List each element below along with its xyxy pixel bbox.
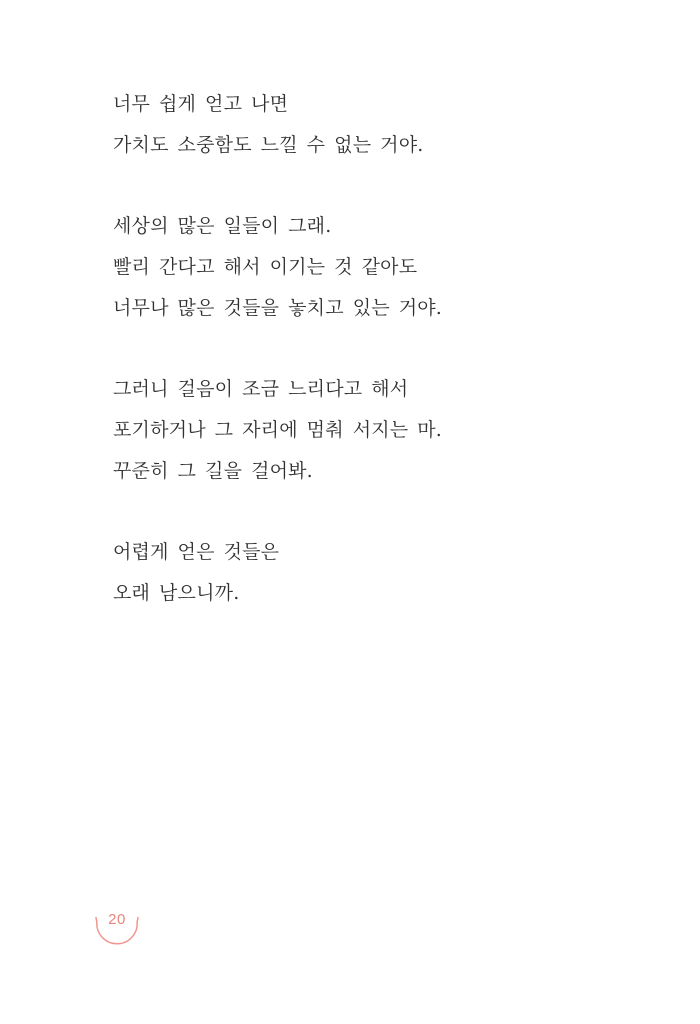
poem-line: 꾸준히 그 길을 걸어봐.	[113, 460, 313, 482]
poem-line: 빨리 간다고 해서 이기는 것 같아도	[113, 256, 418, 278]
poem-stanza	[113, 84, 650, 166]
poem-line: 오래 남으니까.	[113, 582, 240, 604]
page-number-badge	[93, 900, 141, 948]
poem-line: 너무나 많은 것들을 놓치고 있는 거야.	[113, 297, 443, 319]
poem-line: 너무 쉽게 얻고 나면	[113, 93, 289, 115]
poem-line: 어렵게 얻은 것들은	[113, 541, 280, 563]
poem-stanza	[113, 206, 650, 329]
poem-line: 그러니 걸음이 조금 느리다고 해서	[113, 378, 409, 400]
poem-text-block	[113, 84, 650, 614]
poem-line: 세상의 많은 일들이 그래.	[113, 215, 332, 237]
poem-stanza	[113, 532, 650, 614]
page-number: 20	[108, 911, 126, 928]
poem-stanza	[113, 369, 650, 492]
poem-line: 가치도 소중함도 느낄 수 없는 거야.	[113, 134, 424, 156]
poem-line: 포기하거나 그 자리에 멈춰 서지는 마.	[113, 419, 443, 441]
